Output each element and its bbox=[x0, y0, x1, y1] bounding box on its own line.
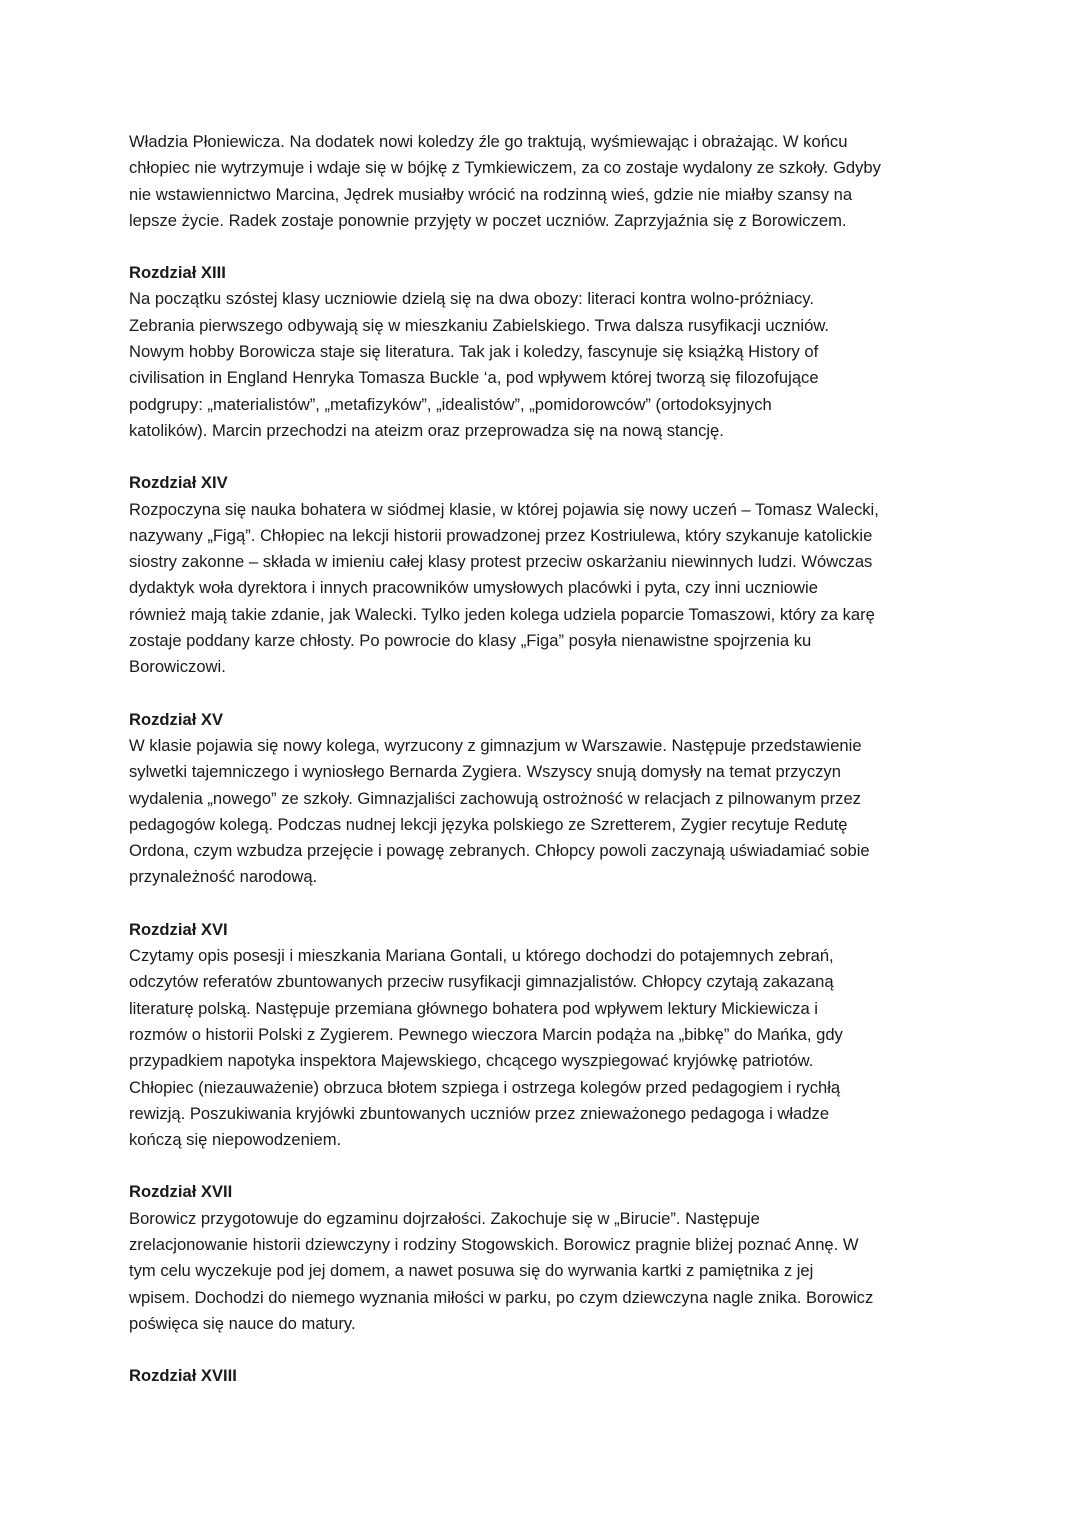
chapter-paragraph bbox=[129, 943, 959, 1153]
chapter-heading: Rozdział XV bbox=[129, 709, 224, 729]
text-line: W klasie pojawia się nowy kolega, wyrzucony z gimnazjum w Warszawie. Następuje przedstawienie bbox=[129, 735, 862, 755]
text-line: Czytamy opis posesji i mieszkania Mariana Gontali, u którego dochodzi do potajemnych zebrań, bbox=[129, 946, 834, 966]
text-line: rewizją. Poszukiwania kryjówki zbuntowanych uczniów przez znieważonego pedagoga i władze bbox=[129, 1103, 830, 1123]
text-line: wydalenia „nowego” ze szkoły. Gimnazjaliści zachowują ostrożność w relacjach z pilnowanym przez bbox=[129, 788, 861, 808]
chapter-heading: Rozdział XVI bbox=[129, 919, 228, 939]
chapter-heading: Rozdział XVII bbox=[129, 1182, 233, 1202]
text-line: Zebrania pierwszego odbywają się w mieszkaniu Zabielskiego. Trwa dalsza rusyfikacji uczniów. bbox=[129, 315, 830, 335]
chapter-heading: Rozdział XIV bbox=[129, 473, 228, 493]
chapter-paragraph bbox=[129, 733, 959, 891]
chapter-paragraph bbox=[129, 497, 959, 681]
text-line: nazywany „Figą”. Chłopiec na lekcji historii prowadzonej przez Kostriulewa, który szykanuje katolickie bbox=[129, 525, 873, 545]
intro-paragraph bbox=[129, 129, 959, 234]
chapter-section-xviii bbox=[129, 1363, 959, 1389]
text-line: podgrupy: „materialistów”, „metafizyków”, „idealistów”, „pomidorowców” (ortodoksyjnych bbox=[129, 394, 772, 414]
chapter-heading: Rozdział XIII bbox=[129, 263, 226, 283]
text-line: wpisem. Dochodzi do niemego wyznania miłości w parku, po czym dziewczyna nagle znika. Borowicz bbox=[129, 1287, 874, 1307]
chapter-paragraph bbox=[129, 286, 959, 444]
text-line: dydaktyk woła dyrektora i innych pracowników umysłowych placówki i pyta, czy inni uczniowie bbox=[129, 578, 818, 598]
text-line: katolików). Marcin przechodzi na ateizm oraz przeprowadza się na nową stancję. bbox=[129, 420, 724, 440]
chapter-section-xiii bbox=[129, 260, 959, 444]
text-line: przypadkiem napotyka inspektora Majewskiego, chcącego wyszpiegować kryjówkę patriotów. bbox=[129, 1051, 814, 1071]
text-line: zrelacjonowanie historii dziewczyny i rodziny Stogowskich. Borowicz pragnie bliżej poznać Annę. W bbox=[129, 1234, 859, 1254]
text-line: pedagogów kolegą. Podczas nudnej lekcji języka polskiego ze Szretterem, Zygier recytuje Redutę bbox=[129, 814, 848, 834]
chapter-paragraph bbox=[129, 1206, 959, 1337]
chapter-section-xiv bbox=[129, 470, 959, 680]
text-line: Ordona, czym wzbudza przejęcie i powagę zebranych. Chłopcy powoli zaczynają uświadamiać sobie bbox=[129, 841, 870, 861]
chapter-heading: Rozdział XVIII bbox=[129, 1366, 237, 1386]
text-line: przynależność narodową. bbox=[129, 867, 318, 887]
text-line: literaturę polską. Następuje przemiana głównego bohatera pod wpływem lektury Mickiewicza i bbox=[129, 998, 818, 1018]
text-line: również mają takie zdanie, jak Walecki. Tylko jeden kolega udziela poparcie Tomaszowi, który za karę bbox=[129, 604, 875, 624]
text-line: Na początku szóstej klasy uczniowie dzielą się na dwa obozy: literaci kontra wolno-próżniacy. bbox=[129, 289, 814, 309]
text-line: civilisation in England Henryka Tomasza Buckle ‘a, pod wpływem której tworzą się filozofujące bbox=[129, 368, 819, 388]
text-line: sylwetki tajemniczego i wyniosłego Bernarda Zygiera. Wszyscy snują domysły na temat przyczyn bbox=[129, 762, 841, 782]
text-line: Rozpoczyna się nauka bohatera w siódmej klasie, w której pojawia się nowy uczeń – Tomasz Walecki, bbox=[129, 499, 879, 519]
text-line: Chłopiec (niezauważenie) obrzuca błotem szpiega i ostrzega kolegów przed pedagogiem i rychłą bbox=[129, 1077, 841, 1097]
text-line: odczytów referatów zbuntowanych przeciw rusyfikacji gimnazjalistów. Chłopcy czytają zakazaną bbox=[129, 972, 834, 992]
text-line: Władzia Płoniewicza. Na dodatek nowi koledzy źle go traktują, wyśmiewając i obrażając. W końcu bbox=[129, 132, 848, 151]
text-line: Borowicz przygotowuje do egzaminu dojrzałości. Zakochuje się w „Birucie”. Następuje bbox=[129, 1208, 760, 1228]
text-line: tym celu wyczekuje pod jej domem, a nawet posuwa się do wyrwania kartki z pamiętnika z jej bbox=[129, 1261, 814, 1281]
text-line: rozmów o historii Polski z Zygierem. Pewnego wieczora Marcin podąża na „bibkę” do Mańka, gdy bbox=[129, 1024, 843, 1044]
text-line: zostaje poddany karze chłosty. Po powrocie do klasy „Figa” posyła nienawistne spojrzenia ku bbox=[129, 631, 812, 651]
text-line: kończą się niepowodzeniem. bbox=[129, 1130, 342, 1150]
document-page bbox=[129, 129, 959, 1389]
text-line: nie wstawiennictwo Marcina, Jędrek musiałby wrócić na rodzinną wieś, gdzie nie miałby szansy na bbox=[129, 184, 853, 204]
text-line: chłopiec nie wytrzymuje i wdaje się w bójkę z Tymkiewiczem, za co zostaje wydalony ze szkoły. Gdyby bbox=[129, 158, 881, 178]
chapter-section-xvii bbox=[129, 1179, 959, 1337]
text-line: Borowiczowi. bbox=[129, 657, 226, 677]
chapter-section-xv bbox=[129, 707, 959, 891]
text-line: siostry zakonne – składa w imieniu całej klasy protest przeciw oskarżaniu niewinnych ludzi. Wówczas bbox=[129, 552, 873, 572]
text-line: poświęca się nauce do matury. bbox=[129, 1313, 356, 1333]
text-line: Nowym hobby Borowicza staje się literatura. Tak jak i koledzy, fascynuje się książką History of bbox=[129, 342, 819, 362]
text-line: lepsze życie. Radek zostaje ponownie przyjęty w poczet uczniów. Zaprzyjaźnia się z Borowiczem. bbox=[129, 210, 847, 230]
chapter-section-xvi bbox=[129, 917, 959, 1154]
